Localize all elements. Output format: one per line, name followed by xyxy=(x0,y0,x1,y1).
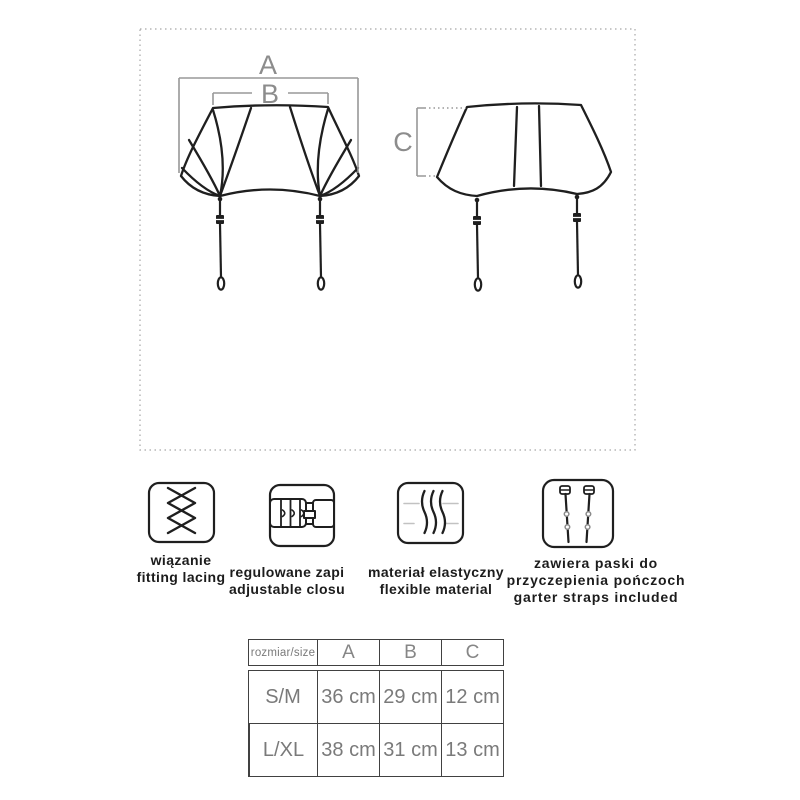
caption-line: garter straps included xyxy=(513,589,679,605)
garter-strap xyxy=(216,197,225,290)
dashed-frame xyxy=(140,29,635,450)
caption-line: adjustable closu xyxy=(228,581,346,597)
caption-line: fitting lacing xyxy=(136,569,226,585)
measure-b-label: B xyxy=(260,79,280,109)
garter-straps-caption xyxy=(486,555,706,606)
table-header-cell: A xyxy=(317,640,379,665)
garment-front-drawing xyxy=(181,105,359,289)
flexible-material-icon xyxy=(398,483,463,543)
size-table-header xyxy=(248,639,504,666)
table-header-cell: C xyxy=(441,640,503,665)
table-cell: 36 cm xyxy=(317,671,379,723)
garter-strap xyxy=(573,195,582,288)
caption-line: materiał elastyczny xyxy=(367,564,504,580)
garter-strap xyxy=(473,198,482,291)
lacing-icon xyxy=(149,483,214,542)
table-header-cell: rozmiar/size xyxy=(250,646,316,659)
adjustable-closure-icon xyxy=(270,485,334,546)
table-cell: 13 cm xyxy=(441,723,503,776)
caption-line: flexible material xyxy=(379,581,493,597)
caption-line: przyczepienia pończoch xyxy=(506,572,686,588)
caption-line: zawiera paski do xyxy=(533,555,659,571)
size-table-body xyxy=(248,670,504,777)
garter-straps-icon xyxy=(543,480,613,547)
table-cell: 31 cm xyxy=(379,723,441,776)
table-cell: 38 cm xyxy=(317,723,379,776)
table-cell-size: S/M xyxy=(265,685,301,708)
table-header-cell: B xyxy=(379,640,441,665)
garment-back-drawing xyxy=(437,103,611,290)
measure-a-label: A xyxy=(258,50,278,80)
table-cell: 29 cm xyxy=(379,671,441,723)
measure-c-bracket xyxy=(417,108,426,176)
feature-icons xyxy=(149,480,613,547)
caption-line: regulowane zapi xyxy=(229,564,345,580)
measure-c-extension-dots xyxy=(429,108,466,176)
caption-line: wiązanie xyxy=(150,552,212,568)
garter-strap xyxy=(316,197,325,290)
measure-c-label: C xyxy=(393,127,413,157)
size-table xyxy=(248,639,504,777)
table-cell: 12 cm xyxy=(441,671,503,723)
table-cell-size: L/XL xyxy=(249,723,317,776)
